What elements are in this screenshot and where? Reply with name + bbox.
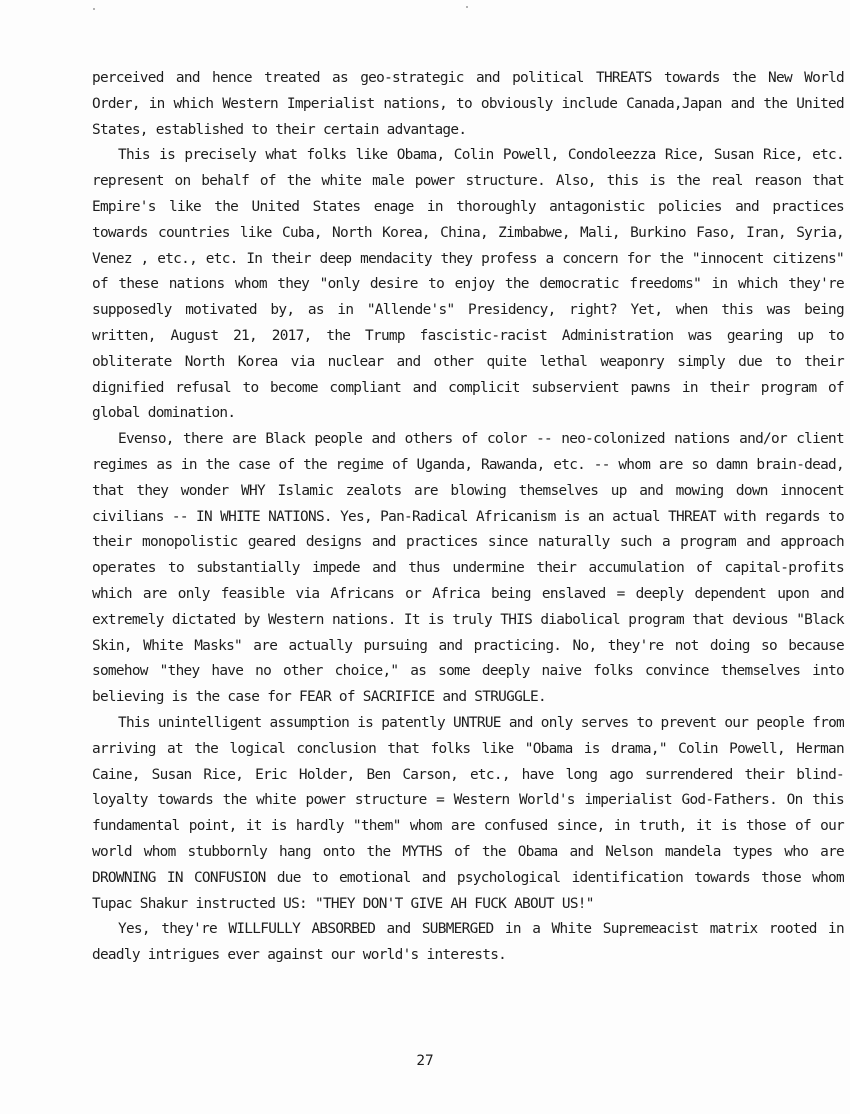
paragraph-4: This unintelligent assumption is patently UNTRUE and only serves to prevent our people from arriving at the logical conclusion that folks like "Obama is drama," Colin Powell, Herman Caine, Susan Rice, Eric Holder, Ben Carson, etc., have long ago surrendered their blind-loyalty towards the white power structure = Western World's imperialist God-Fathers. On this fundamental point, it is hardly "them" whom are confused since, in truth, it is those of our world whom stubbornly hang onto the MYTHS of the Obama and Nelson mandela types who are DROWNING IN CONFUSION due to emotional and psychological identification towards those whom Tupac Shakur instructed US: "THEY DON'T GIVE AH FUCK ABOUT US!" (92, 714, 844, 912)
page-number: 27 (416, 1053, 434, 1069)
paragraph-3: Evenso, there are Black people and others of color -- neo-colonized nations and/or client regimes as in the case of the regime of Uganda, Rawanda, etc. -- whom are so damn brain-dead, that they wonder WHY Islamic zealots are blowing themselves up and mowing down innocent civilians -- IN WHITE NATIONS. Yes, Pan-Radical Africanism is an actual THREAT with regards to their monopolistic geared designs and practices since naturally such a program and approach operates to substantially impede and thus undermine their accumulation of capital-profits which are only feasible via Africans or Africa being enslaved = deeply dependent upon and extremely dictated by Western nations. It is truly THIS diabolical program that devious "Black Skin, White Masks" are actually pursuing and practicing. No, they're not doing so because somehow "they have no other choice," as some deeply naive folks convince themselves into believing is the case for FEAR of SACRIFICE and STRUGGLE. (92, 431, 844, 706)
scan-speck (466, 6, 468, 8)
body-text (92, 66, 844, 969)
paragraph-5: Yes, they're WILLFULLY ABSORBED and SUBMERGED in a White Supremeacist matrix rooted in deadly intrigues ever against our world's interests. (92, 921, 844, 964)
paragraph-2: This is precisely what folks like Obama, Colin Powell, Condoleezza Rice, Susan Rice, etc. represent on behalf of the white male power structure. Also, this is the real reason that Empire's like the United States enage in thoroughly antagonistic policies and practices towards countries like Cuba, North Korea, China, Zimbabwe, Mali, Burkino Faso, Iran, Syria, Venez , etc., etc. In their deep mendacity they profess a concern for the "innocent citizens" of these nations whom they "only desire to enjoy the democratic freedoms" in which they're supposedly motivated by, as in "Allende's" Presidency, right? Yet, when this was being written, August 21, 2017, the Trump fascistic-racist Administration was gearing up to obliterate North Korea via nuclear and other quite lethal weaponry simply due to their dignified refusal to become compliant and complicit subservient pawns in their program of global domination. (92, 147, 844, 422)
scan-speck (93, 8, 95, 10)
paragraph-1: perceived and hence treated as geo-strategic and political THREATS towards the New World Order, in which Western Imperialist nations, to obviously include Canada,Japan and the United States, established to their certain advantage. (92, 70, 844, 138)
